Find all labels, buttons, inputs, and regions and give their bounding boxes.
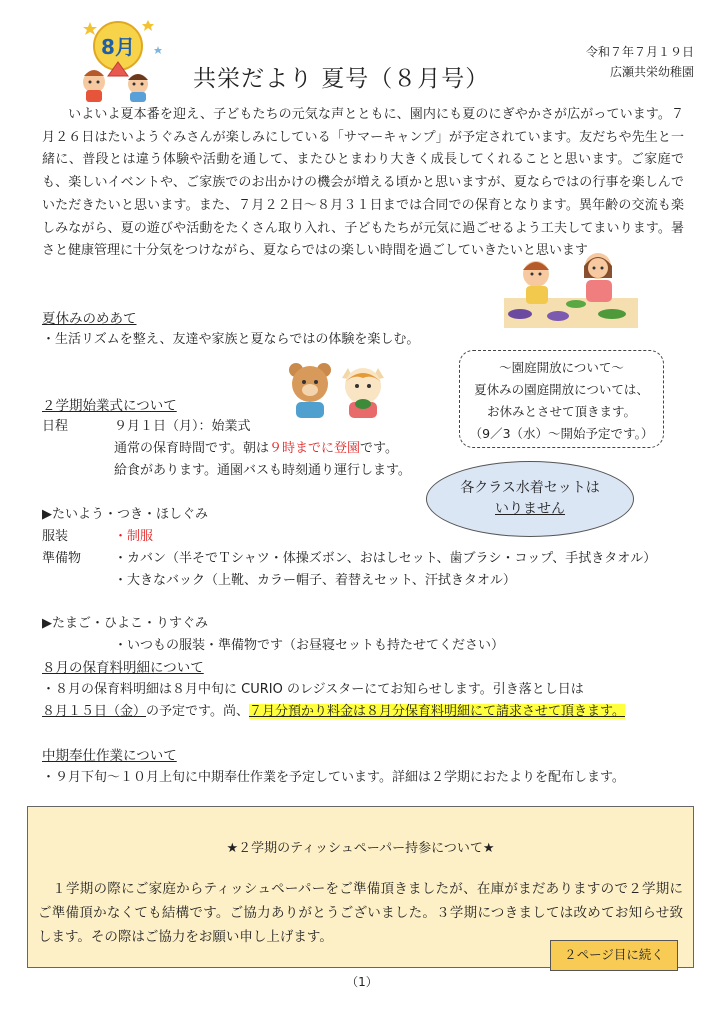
issue-date: 令和７年７月１９日 (585, 45, 694, 59)
uniform-label: 服装 (42, 529, 69, 544)
swim-notice-line2: いりません (495, 501, 565, 517)
withdrawal-date: ８月１５日（金） (42, 704, 147, 719)
intro-text: いよいよ夏本番を迎え、子どもたちの元気な声とともに、園内にも夏のにぎやかさが広がっています。７月２６日はたいようぐみさんが楽しみにしている「サマーキャンプ」が予定されています。友だちや先生と一緒に、普段とは違う体験や活動を通して、またひとまわり大きく成長してくれることと思います。ご家庭でも、楽しいイベントや、ご家族でのお出かけの機会が増える頃かと思いますが、夏ならではの行事を楽しんでいただきたいと思います。また、７月２２日〜８月３１日までは合同での保育となります。異年齢の交流も楽しみながら、夏の遊びや活動をたくさん取り入れ、子どもたちが元気に過ごせるよう工夫してまいります。暑さと健康管理に十分気をつけながら、夏ならではの楽しい時間を過ごしていきたいと思います (42, 107, 684, 259)
tissue-notice-text: １学期の際にご家庭からティッシュペーパーをご準備頂きましたが、在庫がまだありますので２学期にご準備頂かなくても結構です。ご協力ありがとうございました。３学期につきましては改めてお知らせ致します。その際はご協力をお願い申し上げます。 (38, 881, 683, 945)
continue-to-page-2-label: ２ページ目に続く (550, 940, 678, 971)
ceremony-heading: ２学期始業式について (42, 398, 177, 414)
ceremony-lunch-line: 給食があります。通園バスも時刻通り運行します。 (114, 463, 411, 478)
ceremony-hours-a: 通常の保育時間です。朝は (114, 441, 269, 456)
group2-heading: ▶たまご・ひよこ・りすぐみ (42, 616, 208, 631)
fee-mid: の予定です。尚、 (146, 704, 249, 719)
schedule-value: ９月１日（月）：始業式 (114, 419, 251, 434)
school-name: 広瀬共栄幼稚園 (609, 65, 694, 79)
prep-line1: ・カバン（半そでＴシャツ・体操ズボン、おはしセット、歯ブラシ・コップ、手拭きタオル） (114, 551, 657, 566)
garden-opening-notice (459, 350, 664, 448)
garden-notice-title: 〜園庭開放について〜 (499, 360, 624, 375)
newsletter-title: 共栄だより 夏号（８月号） (193, 66, 490, 92)
page-number: （1） (346, 975, 378, 989)
ceremony-hours-line (114, 437, 398, 461)
badge-text: 8月 (101, 35, 135, 59)
header-meta (586, 42, 694, 82)
intro-paragraph (42, 104, 684, 263)
tissue-notice-body (38, 877, 683, 949)
swim-notice-line1: 各クラス水着セットは (460, 480, 600, 496)
fee-line1: ・８月の保育料明細は８月中旬に CURIO のレジスターにてお知らせします。引き落とし日は (42, 682, 584, 697)
summer-goal-heading: 夏休みのめあて (42, 311, 137, 327)
fee-heading: ８月の保育料明細について (42, 660, 204, 676)
arrival-time: ９時までに登園 (268, 441, 360, 456)
service-text: ・９月下旬〜１０月上旬に中期奉仕作業を予定しています。詳細は２学期におたよりを配布します。 (42, 770, 625, 785)
ceremony-hours-b: です。 (359, 441, 398, 456)
schedule-label: 日程 (42, 419, 69, 434)
tissue-notice-title: ★２学期のティッシュペーパー持参について★ (226, 841, 495, 856)
kids-playing-illustration (500, 248, 642, 330)
swimsuit-not-needed-notice (426, 461, 634, 537)
garden-notice-line3: （9／3（水）〜開始予定です。） (469, 426, 654, 441)
august-badge-illustration (72, 16, 164, 104)
prep-line2: ・大きなバック（上靴、カラー帽子、着替えセット、汗拭きタオル） (114, 573, 516, 588)
group1-heading: ▶たいよう・つき・ほしぐみ (42, 507, 208, 522)
prep-label: 準備物 (42, 551, 82, 566)
garden-notice-line2: お休みとさせて頂きます。 (486, 404, 636, 419)
summer-goal-text: ・生活リズムを整え、友達や家族と夏ならではの体験を楽しむ。 (42, 332, 420, 347)
fee-highlight: ７月分預かり料金は８月分保育料明細にて請求させて頂きます。 (248, 704, 625, 719)
fee-line2 (42, 700, 625, 724)
service-heading: 中期奉仕作業について (42, 748, 177, 764)
bear-cat-illustration (282, 360, 392, 420)
garden-notice-line1: 夏休みの園庭開放については、 (474, 382, 649, 397)
group2-line: ・いつもの服装・準備物です（お昼寝セットも持たせてください） (114, 638, 505, 653)
uniform-value: ・制服 (114, 529, 154, 544)
